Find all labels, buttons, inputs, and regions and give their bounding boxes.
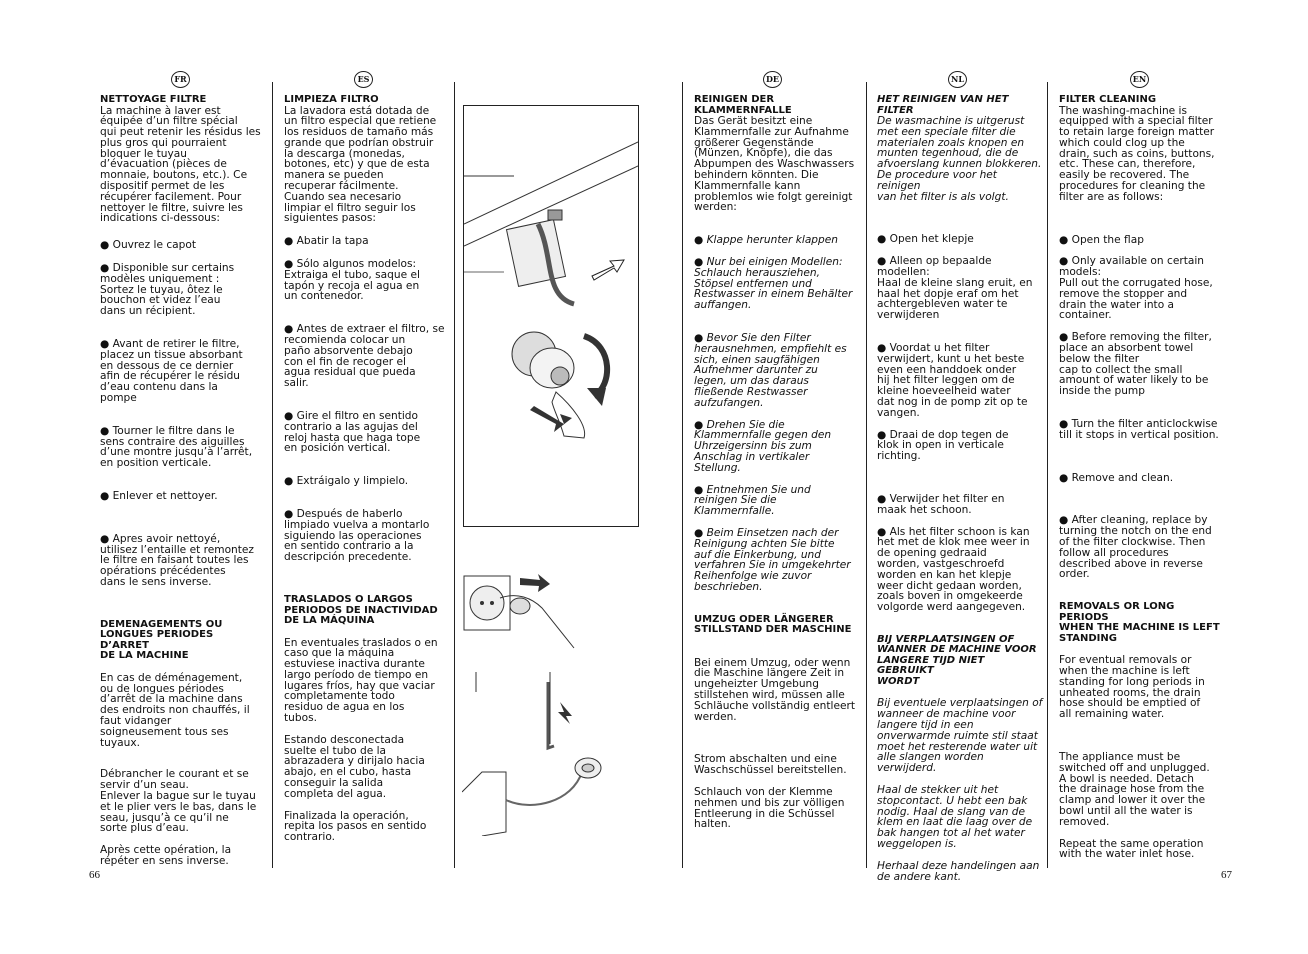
step-6: ● After cleaning, replace by turning the notch on the end of the filter clockwise. Then follow all procedures described above in reverse order. (1059, 514, 1212, 581)
step-4: ● Draai de dop tegen de klok in open in verticale richting. (877, 428, 1009, 463)
step-6: ● Después de haberlo limpiado vuelva a montarlo siguiendo las operaciones en sentido contrario a la descripción precedente. (284, 508, 430, 564)
step-2: ● Disponible sur certains modèles uniquement : Sortez le tuyau, ôtez le bouchon et videz l’eau dans un récipient. (100, 262, 235, 318)
section-title: LIMPIEZA FILTRO (284, 94, 379, 105)
step-6: ● Apres avoir nettoyé, utilisez l’entaille et remontez le filtre en faisant toutes les opérations précédentes dans le sens inverse. (100, 532, 254, 588)
step-4: ● Turn the filter anticlockwise till it stops in vertical position. (1059, 418, 1219, 441)
column-en (1059, 95, 1225, 860)
page-number-right: 67 (1221, 869, 1232, 881)
column-divider (454, 82, 455, 868)
paragraph-1: Bij eventuele verplaatsingen of wanneer de machine voor langere tijd in een onverwarmde ruimte stil staat moet het resterende water uit alle slangen worden verwijderd. (877, 697, 1043, 775)
section-title-2: UMZUG ODER LÄNGERER STILLSTAND DER MASCHINE (694, 613, 852, 636)
step-2: ● Alleen op bepaalde modellen: Haal de kleine slang eruit, en haal het dopje eraf om het achtergebleven water te verwijderen (877, 255, 1033, 322)
step-5: ● Enlever et nettoyer. (100, 490, 218, 503)
column-nl (877, 95, 1043, 882)
paragraph-3: Herhaal deze handelingen aan de andere kant. (877, 859, 1040, 883)
step-2: ● Nur bei einigen Modellen: Schlauch herausziehen, Stöpsel entfernen und Restwasser in einem Behälter auffangen. (694, 255, 853, 312)
paragraph-2: Haal de stekker uit het stopcontact. U hebt een bak nodig. Haal de slang van de klem en laat die laag over de bak hangen tot al het water weggelopen is. (877, 783, 1033, 850)
step-1: ● Open the flap (1059, 233, 1144, 246)
column-divider (682, 82, 683, 868)
section-title: FILTER CLEANING (1059, 94, 1157, 105)
paragraph-1: En eventuales traslados o en caso que la máquina estuviese inactiva durante largo período de tiempo en lugares fríos, hay que vaciar completamente todo residuo de agua en los tubos. (284, 636, 438, 725)
step-5: ● Remove and clean. (1059, 471, 1174, 484)
step-3: ● Bevor Sie den Filter herausnehmen, empfiehlt es sich, einen saugfähigen Aufnehmer darunter zu legen, um das daraus fließende Restwasser aufzufangen. (694, 331, 847, 409)
paragraph-1: En cas de déménagement, ou de longues périodes d’arrêt de la machine dans des endroits non chauffés, il faut vidanger soigneusement tous ses tuyaux. (100, 671, 250, 749)
column-fr (100, 95, 262, 867)
section-title-2: TRASLADOS O LARGOS PERIODOS DE INACTIVIDAD DE LA MÁQUINA (284, 594, 438, 626)
paragraph-3: Finalizada la operación, repita los pasos en sentido contrario. (284, 809, 427, 844)
paragraph-3: Repeat the same operation with the water inlet hose. (1059, 837, 1204, 861)
step-2: ● Sólo algunos modelos: Extraiga el tubo, saque el tapón y recoja el agua en un contenedor. (284, 258, 420, 303)
step-3: ● Voordat u het filter verwijdert, kunt u het beste even een handdoek onder hij het filter leggen om de kleine hoeveelheid water dat nog in de pomp zit op te vangen. (877, 341, 1028, 419)
step-4: ● Drehen Sie die Klammernfalle gegen den Uhrzeigersinn bis zum Anschlag in vertikaler Stellung. (694, 418, 832, 474)
step-6: ● Als het filter schoon is kan het met de klok mee weer in de opening gedraaid worden, vastgeschroefd worden en kan het klepje weer dicht gedaan worden, zoals boven in omgekeerde volgorde werd aangegeven. (877, 525, 1030, 614)
paragraph-2: Strom abschalten und eine Waschschüssel bereitstellen. (694, 753, 847, 777)
section-title-2: REMOVALS OR LONG PERIODS WHEN THE MACHINE IS LEFT STANDING (1059, 601, 1220, 644)
step-3: ● Antes de extraer el filtro, se recomienda colocar un paño absorvente debajo con el fin de recoger el agua residual que pueda salir. (284, 323, 445, 390)
filter-removal-illustration-icon (463, 105, 639, 527)
step-5: ● Verwijder het filter en maak het schoon. (877, 492, 1005, 516)
section-title: HET REINIGEN VAN HET FILTER (877, 94, 1009, 116)
column-divider (1047, 82, 1048, 868)
column-divider (272, 82, 273, 868)
paragraph-2: Estando desconectada suelte el tubo de la abrazadera y dirijalo hacia abajo, en el cubo, hasta conseguir la salida completa del agua. (284, 733, 425, 800)
intro-text: De wasmachine is uitgerust met een speciale filter die materialen zoals knopen en munten tegenhoud, die de afvoerslang kunnen blokkeren. De procedure voor het reinigen van het filter is als volgt. (877, 115, 1042, 203)
step-5: ● Extráigalo y limpielo. (284, 475, 409, 488)
step-3: ● Before removing the filter, place an absorbent towel below the filter cap to collect the small amount of water likely to be inside the pump (1059, 331, 1212, 398)
intro-text: La machine à laver est équipée d’un filtre spécial qui peut retenir les résidus les plus gros qui pourraient bloquer le tuyau d’évacuation (pièces de monnaie, boutons, etc.). Ce dispositif permet de les récupérer facilement. Pour nettoyer le filtre, suivre les indications ci-dessous: (100, 104, 261, 225)
column-de (694, 95, 860, 830)
intro-text: The washing-machine is equipped with a special filter to retain large foreign matter which could clog up the drain, such as coins, buttons, etc. These can, therefore, easily be recovered. The procedures for cleaning the filter are as follows: (1059, 104, 1215, 203)
language-badge-en: EN (1130, 71, 1149, 88)
step-1: ● Abatir la tapa (284, 235, 369, 248)
language-badge-es: ES (354, 71, 373, 88)
paragraph-3: Après cette opération, la répéter en sens inverse. (100, 844, 232, 867)
step-1: ● Open het klepje (877, 233, 974, 246)
section-title-2: BIJ VERPLAATSINGEN OF WANNER DE MACHINE VOOR LANGERE TIJD NIET GEBRUIKT WORDT (877, 633, 1037, 687)
page-number-left: 66 (89, 869, 100, 881)
paragraph-2: Débrancher le courant et se servir d’un seau. Enlever la bague sur le tuyau et le plier vers le bas, dans le seau, jusqu’à ce qu’il ne sorte plus d’eau. (100, 768, 257, 835)
intro-text: La lavadora está dotada de un filtro especial que retiene los residuos de tamaño más grande que podrían obstruir la descarga (monedas, botones, etc) y que de esta manera se pueden recuperar fácilmente. Cuando sea necesario limpiar el filtro seguir los siguientes pasos: (284, 104, 437, 225)
section-title-2: DEMENAGEMENTS OU LONGUES PERIODES D’ARRET DE LA MACHINE (100, 618, 223, 662)
section-title: NETTOYAGE FILTRE (100, 94, 207, 105)
drain-hose-illustration-icon (462, 672, 602, 836)
step-4: ● Gire el filtro en sentido contrario a las agujas del reloj hasta que haga tope en posición vertical. (284, 410, 421, 455)
step-3: ● Avant de retirer le filtre, placez un tissue absorbant en dessous de ce dernier afin de récupérer le résidu d’eau contenu dans la pompe (100, 338, 243, 405)
language-badge-nl: NL (948, 71, 967, 88)
language-badge-de: DE (763, 71, 782, 88)
paragraph-1: Bei einem Umzug, oder wenn die Maschine längere Zeit in ungeheizter Umgebung stillstehen wird, müssen alle Schläuche vollständig entleert werden. (694, 656, 855, 723)
step-5: ● Entnehmen Sie und reinigen Sie die Klammernfalle. (694, 483, 811, 518)
paragraph-1: For eventual removals or when the machine is left standing for long periods in unheated rooms, the drain hose should be emptied of all remaining water. (1059, 654, 1205, 721)
step-1: ● Ouvrez le capot (100, 239, 197, 252)
column-es (284, 95, 448, 843)
step-4: ● Tourner le filtre dans le sens contraire des aiguilles d’une montre jusqu’à l’arrêt, en position verticale. (100, 424, 253, 470)
step-6: ● Beim Einsetzen nach der Reinigung achten Sie bitte auf die Einkerbung, und verfahren Sie in umgekehrter Reihenfolge wie zuvor beschrieben. (694, 526, 851, 593)
step-2: ● Only available on certain models: Pull out the corrugated hose, remove the stopper and drain the water into a container. (1059, 255, 1213, 322)
language-badge-fr: FR (171, 71, 190, 88)
unplug-illustration-icon (462, 568, 582, 654)
section-title: REINIGEN DER KLAMMERNFALLE (694, 94, 792, 116)
intro-text: Das Gerät besitzt eine Klammernfalle zur Aufnahme größerer Gegenstände (Münzen, Knöpfe), die das Abpumpen des Waschwassers behindern könnten. Die Klammernfalle kann problemlos wie folgt gereinigt werden: (694, 115, 855, 214)
paragraph-2: The appliance must be switched off and unplugged. A bowl is needed. Detach the drainage hose from the clamp and lower it over the bowl until all the water is removed. (1059, 750, 1210, 828)
paragraph-3: Schlauch von der Klemme nehmen und bis zur völligen Entleerung in die Schüssel halten. (694, 786, 845, 831)
step-1: ● Klappe herunter klappen (694, 234, 838, 247)
column-divider (866, 82, 867, 868)
